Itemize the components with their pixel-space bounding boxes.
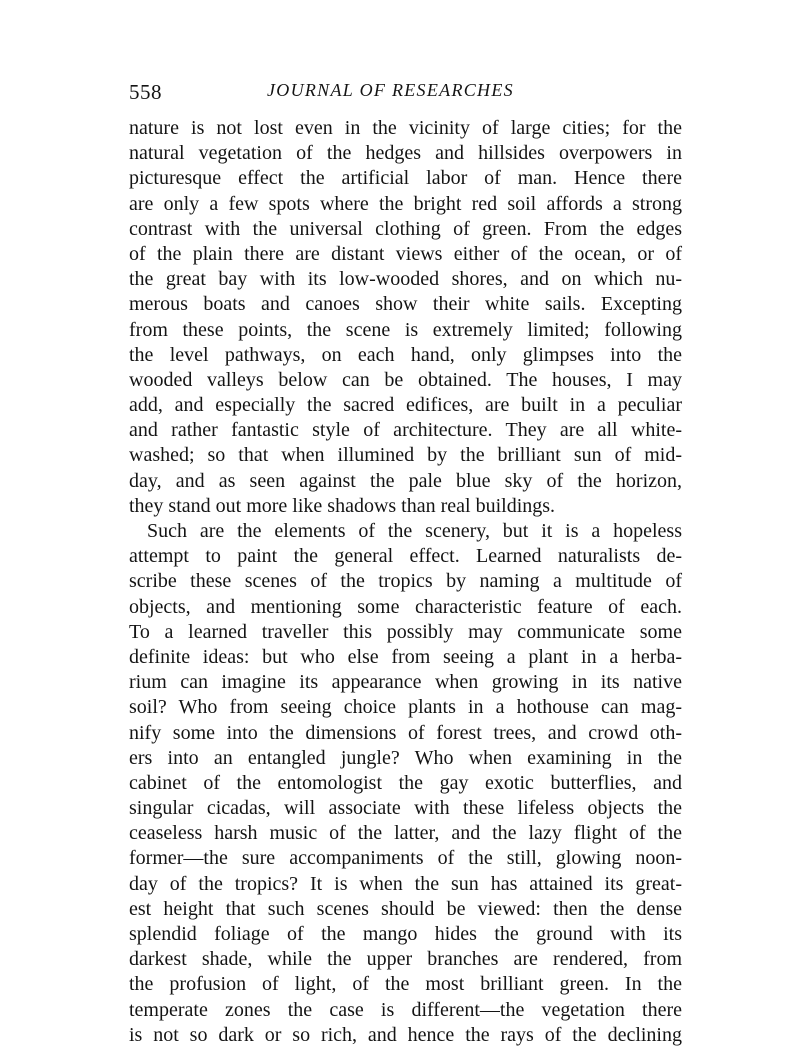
text-line: nify some into the dimensions of forest trees, and crowd oth- bbox=[129, 721, 682, 744]
text-line: add, and especially the sacred edifices, are built in a peculiar bbox=[129, 394, 682, 417]
text-line: scribe these scenes of the tropics by naming a multitude of bbox=[129, 570, 682, 593]
text-line: objects, and mentioning some characteristic feature of each. bbox=[129, 595, 682, 618]
paragraph-scenery bbox=[129, 519, 682, 1048]
text-line: are only a few spots where the bright red soil affords a strong bbox=[129, 192, 682, 215]
text-line: merous boats and canoes show their white sails. Excepting bbox=[129, 293, 682, 316]
text-line: splendid foliage of the mango hides the ground with its bbox=[129, 923, 682, 945]
text-line: of the plain there are distant views either of the ocean, or of bbox=[129, 242, 682, 265]
text-line: contrast with the universal clothing of green. From the edges bbox=[129, 217, 682, 240]
text-line: est height that such scenes should be viewed: then the dense bbox=[129, 897, 682, 920]
text-line: day of the tropics? It is when the sun has attained its great- bbox=[129, 872, 682, 895]
body-text bbox=[129, 116, 682, 1048]
paragraph-continued bbox=[129, 116, 682, 519]
text-line: wooded valleys below can be obtained. The houses, I may bbox=[129, 368, 682, 391]
text-line: the great bay with its low-wooded shores, and on which nu- bbox=[129, 268, 682, 291]
text-line: singular cicadas, will associate with these lifeless objects the bbox=[129, 797, 682, 820]
text-line: picturesque effect the artificial labor of man. Hence there bbox=[129, 167, 682, 190]
text-line: attempt to paint the general effect. Learned naturalists de- bbox=[129, 545, 682, 568]
running-head bbox=[129, 80, 682, 110]
running-title: JOURNAL OF RESEARCHES bbox=[267, 80, 514, 100]
text-line: former—the sure accompaniments of the still, glowing noon- bbox=[129, 847, 682, 870]
text-line: the profusion of light, of the most brilliant green. In the bbox=[129, 973, 682, 996]
text-line: rium can imagine its appearance when growing in its native bbox=[129, 671, 682, 694]
text-line: darkest shade, while the upper branches are rendered, from bbox=[129, 948, 682, 971]
text-line: is not so dark or so rich, and hence the rays of the declining bbox=[129, 1023, 682, 1046]
text-line: washed; so that when illumined by the brilliant sun of mid- bbox=[129, 444, 682, 467]
text-line: nature is not lost even in the vicinity of large cities; for the bbox=[129, 117, 682, 139]
text-line: from these points, the scene is extremely limited; following bbox=[129, 318, 682, 341]
text-line: temperate zones the case is different—the vegetation there bbox=[129, 998, 682, 1021]
text-line: cabinet of the entomologist the gay exotic butterflies, and bbox=[129, 771, 682, 794]
text-line: definite ideas: but who else from seeing a plant in a herba- bbox=[129, 645, 682, 668]
page-number: 558 bbox=[129, 80, 162, 104]
text-line: the level pathways, on each hand, only glimpses into the bbox=[129, 343, 682, 366]
text-line: day, and as seen against the pale blue sky of the horizon, bbox=[129, 469, 682, 492]
text-line: ceaseless harsh music of the latter, and the lazy flight of the bbox=[129, 822, 682, 845]
text-line: To a learned traveller this possibly may communicate some bbox=[129, 620, 682, 643]
text-line: ers into an entangled jungle? Who when examining in the bbox=[129, 746, 682, 769]
text-line: natural vegetation of the hedges and hillsides overpowers in bbox=[129, 142, 682, 165]
text-line: they stand out more like shadows than real buildings. bbox=[129, 494, 556, 517]
text-line: and rather fantastic style of architecture. They are all white- bbox=[129, 419, 682, 442]
text-line: Such are the elements of the scenery, but it is a hopeless bbox=[147, 520, 682, 542]
text-line: soil? Who from seeing choice plants in a hothouse can mag- bbox=[129, 696, 682, 719]
